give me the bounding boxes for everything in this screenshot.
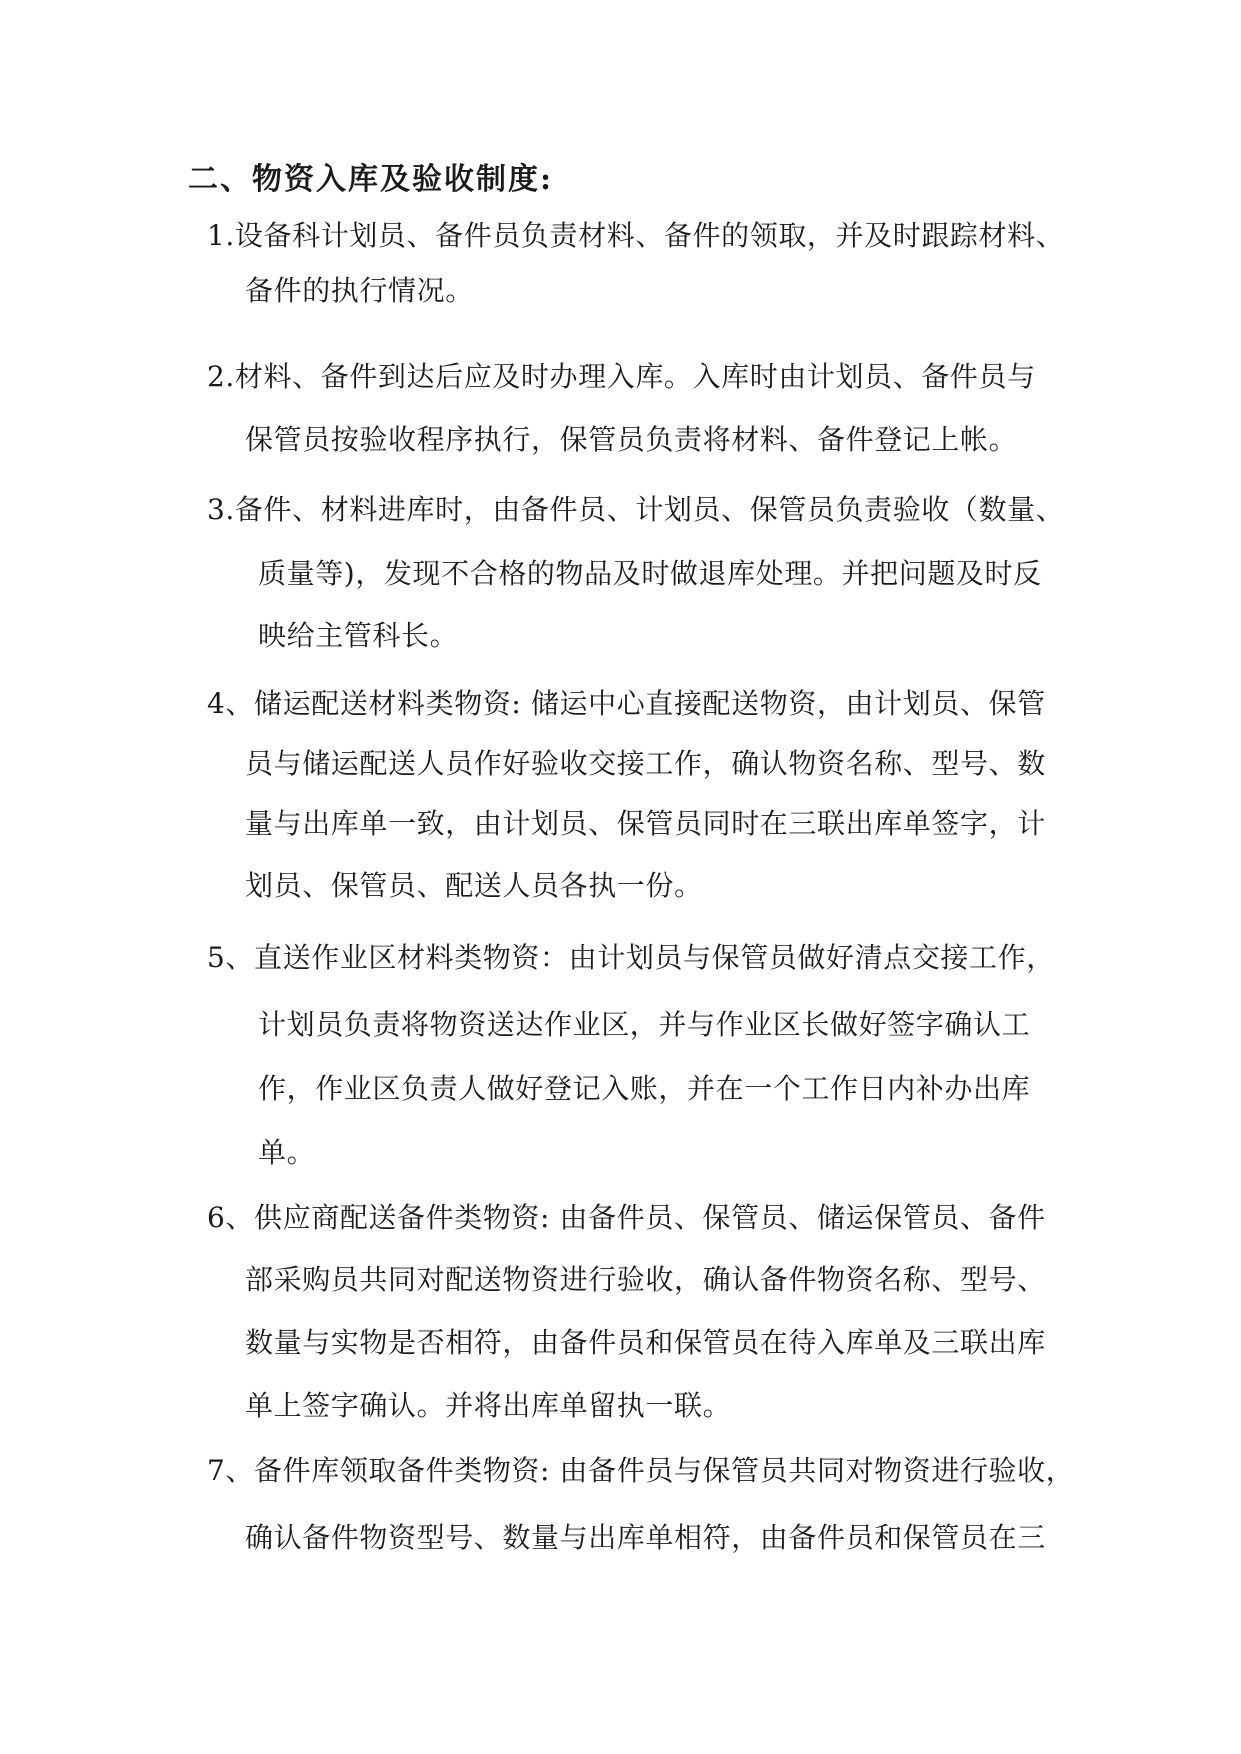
section-title: 二、物资入库及验收制度: (188, 162, 554, 197)
paragraph-2-line-1: 2.材料、备件到达后应及时办理入库。入库时由计划员、备件员与 (207, 360, 1036, 393)
paragraph-6-line-2: 部采购员共同对配送物资进行验收，确认备件物资名称、型号、 (245, 1263, 1046, 1296)
paragraph-5-line-1: 5、直送作业区材料类物资：由计划员与保管员做好清点交接工作， (207, 941, 1055, 974)
paragraph-3-line-2: 质量等)，发现不合格的物品及时做退库处理。并把问题及时反 (258, 557, 1042, 590)
paragraph-1-line-2: 备件的执行情况。 (245, 274, 474, 307)
paragraph-7-line-1: 7、备件库领取备件类物资: 由备件员与保管员共同对物资进行验收， (207, 1454, 1075, 1487)
paragraph-4-line-1: 4、储运配送材料类物资: 储运中心直接配送物资，由计划员、保管 (207, 687, 1046, 720)
paragraph-1-line-1: 1.设备科计划员、备件员负责材料、备件的领取，并及时跟踪材料、 (207, 219, 1065, 252)
paragraph-2-line-2: 保管员按验收程序执行，保管员负责将材料、备件登记上帐。 (245, 423, 1018, 456)
paragraph-6-line-3: 数量与实物是否相符，由备件员和保管员在待入库单及三联出库 (245, 1326, 1046, 1359)
paragraph-5-line-2: 计划员负责将物资送达作业区，并与作业区长做好签字确认工 (258, 1008, 1031, 1041)
paragraph-4-line-3: 量与出库单一致，由计划员、保管员同时在三联出库单签字，计 (245, 807, 1046, 840)
paragraph-4-line-2: 员与储运配送人员作好验收交接工作，确认物资名称、型号、数 (245, 747, 1046, 780)
paragraph-6-line-1: 6、供应商配送备件类物资: 由备件员、保管员、储运保管员、备件 (207, 1201, 1046, 1234)
paragraph-3-line-3: 映给主管科长。 (258, 619, 459, 652)
paragraph-6-line-4: 单上签字确认。并将出库单留执一联。 (245, 1389, 732, 1422)
paragraph-5-line-4: 单。 (258, 1136, 316, 1169)
paragraph-7-line-2: 确认备件物资型号、数量与出库单相符，由备件员和保管员在三 (245, 1521, 1046, 1554)
paragraph-5-line-3: 作，作业区负责人做好登记入账，并在一个工作日内补办出库 (258, 1072, 1031, 1105)
paragraph-4-line-4: 划员、保管员、配送人员各执一份。 (245, 869, 703, 902)
paragraph-3-line-1: 3.备件、材料进库时，由备件员、计划员、保管员负责验收（数量、 (207, 493, 1065, 526)
